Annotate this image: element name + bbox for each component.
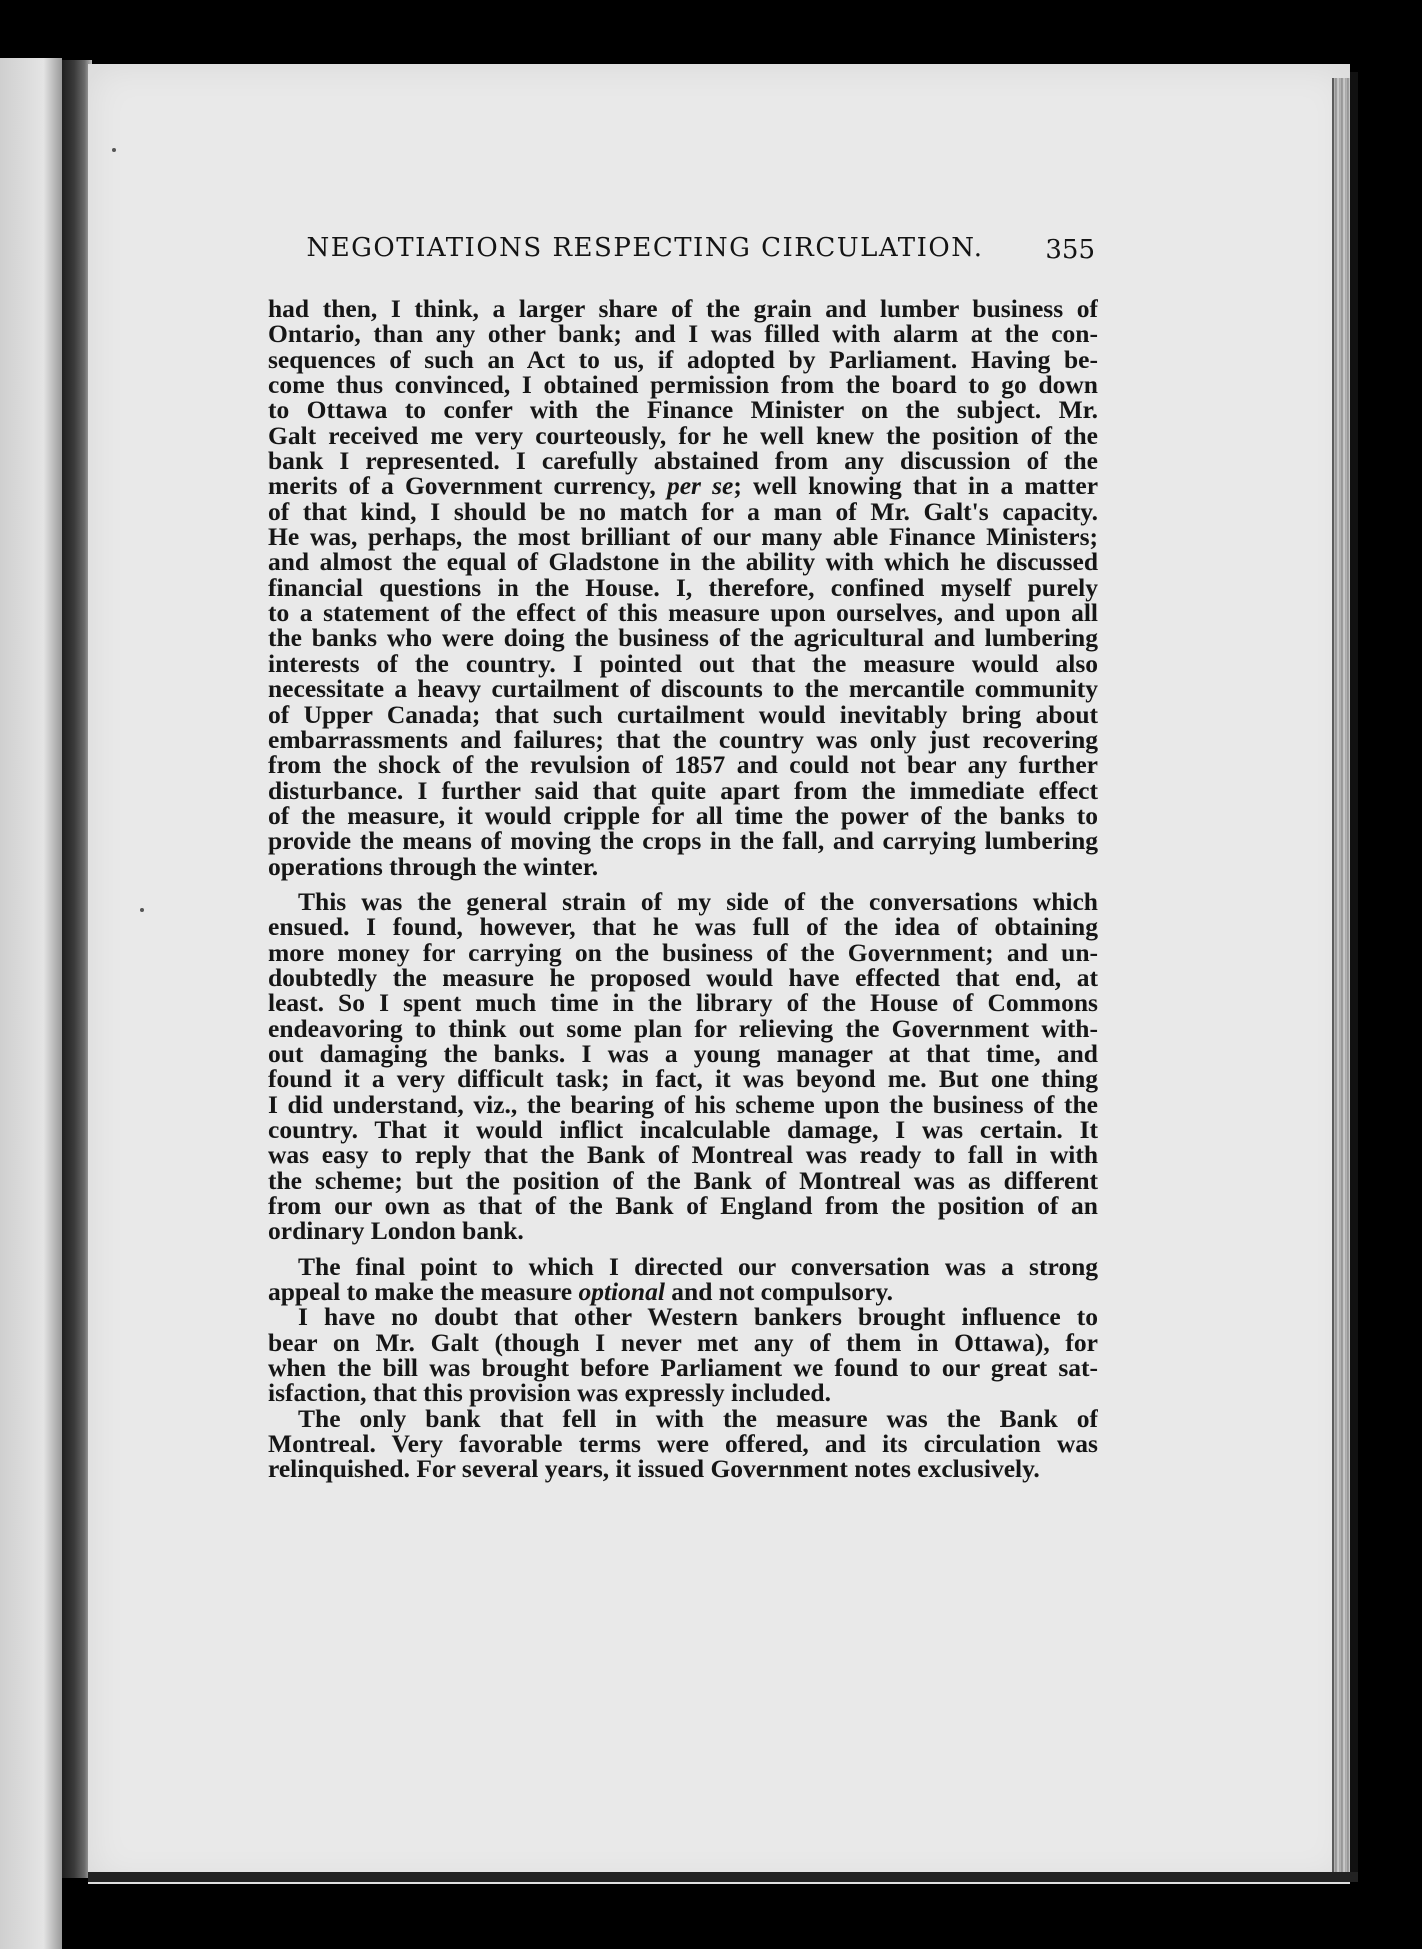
- text-line: I have no doubt that other Western bankers brought influence to: [298, 1302, 1098, 1332]
- text-line: come thus convinced, I obtained permission from the board to go down: [268, 370, 1098, 400]
- text-line: bank I represented. I carefully abstained from any discussion of the: [268, 446, 1098, 476]
- text-line: out damaging the banks. I was a young manager at that time, and: [268, 1038, 1098, 1068]
- text-line: relinquished. For several years, it issued Government notes exclusively.: [268, 1454, 1040, 1484]
- running-head: NEGOTIATIONS RESPECTING CIRCULATION.: [306, 233, 984, 263]
- right-scan-border: [1350, 72, 1358, 1882]
- text-line: Montreal. Very favorable terms were offered, and its circulation was: [268, 1429, 1098, 1459]
- text-line: Galt received me very courteously, for he well knew the position of the: [268, 420, 1098, 450]
- text-line: from our own as that of the Bank of England from the position of an: [268, 1191, 1098, 1221]
- paragraph-2: [268, 886, 1098, 1246]
- text-line: doubtedly the measure he proposed would have effected that end, at: [268, 962, 1098, 992]
- text-line: ordinary London bank.: [268, 1216, 524, 1246]
- text-line: disturbance. I further said that quite apart from the immediate effect: [268, 775, 1098, 805]
- text-line: I did understand, viz., the bearing of his scheme upon the business of the: [268, 1089, 1098, 1119]
- text-line: to a statement of the effect of this measure upon ourselves, and upon all: [268, 598, 1098, 628]
- body-text: [268, 296, 1098, 1696]
- paragraph-3: [268, 1251, 1098, 1307]
- text-line: had then, I think, a larger share of the grain and lumber business of: [268, 296, 1098, 323]
- text-line: endeavoring to think out some plan for relieving the Government with-: [268, 1013, 1098, 1043]
- text-line: least. So I spent much time in the library of the House of Commons: [268, 988, 1098, 1018]
- text-line: This was the general strain of my side of the conversations which: [298, 886, 1098, 916]
- text-line: He was, perhaps, the most brilliant of our many able Finance Ministers;: [268, 522, 1098, 552]
- text-line: of the measure, it would cripple for all time the power of the banks to: [268, 800, 1098, 830]
- text-line: sequences of such an Act to us, if adopted by Parliament. Having be-: [268, 344, 1098, 374]
- text-line: appeal to make the measure optional and not compulsory.: [268, 1277, 894, 1307]
- text-line: isfaction, that this provision was expressly included.: [268, 1378, 831, 1408]
- text-line: embarrassments and failures; that the country was only just recovering: [268, 724, 1098, 754]
- previous-page-edge: [0, 58, 62, 1949]
- text-line: financial questions in the House. I, therefore, confined myself purely: [268, 572, 1098, 602]
- text-line: of Upper Canada; that such curtailment would inevitably bring about: [268, 699, 1098, 729]
- paragraph-5: [268, 1403, 1098, 1484]
- text-line: merits of a Government currency, per se; well knowing that in a matter: [268, 471, 1098, 501]
- text-line: when the bill was brought before Parliament we found to our great sat-: [268, 1353, 1098, 1383]
- page-number: 355: [1045, 235, 1095, 265]
- text-line: more money for carrying on the business of the Government; and un-: [268, 937, 1098, 967]
- text-line: the banks who were doing the business of the agricultural and lumbering: [268, 623, 1098, 653]
- text-line: of that kind, I should be no match for a man of Mr. Galt's capacity.: [268, 496, 1098, 526]
- bottom-scan-border: [88, 1872, 1358, 1882]
- text-line: The final point to which I directed our conversation was a strong: [298, 1251, 1098, 1281]
- text-line: operations through the winter.: [268, 851, 599, 881]
- text-line: bear on Mr. Galt (though I never met any of them in Ottawa), for: [268, 1327, 1098, 1357]
- text-line: ensued. I found, however, that he was full of the idea of obtaining: [268, 912, 1098, 942]
- text-line: was easy to reply that the Bank of Montreal was ready to fall in with: [268, 1140, 1098, 1170]
- paragraph-1: [268, 296, 1098, 879]
- text-line: provide the means of moving the crops in the fall, and carrying lumbering: [268, 826, 1098, 856]
- text-line: to Ottawa to confer with the Finance Minister on the subject. Mr.: [268, 395, 1098, 425]
- text-line: necessitate a heavy curtailment of discounts to the mercantile community: [268, 674, 1098, 704]
- text-line: interests of the country. I pointed out that the measure would also: [268, 648, 1098, 678]
- text-line: Ontario, than any other bank; and I was filled with alarm at the con-: [268, 319, 1098, 349]
- text-line: and almost the equal of Gladstone in the ability with which he discussed: [268, 547, 1098, 577]
- italic-text: optional: [578, 1277, 665, 1307]
- text-line: found it a very difficult task; in fact, it was beyond me. But one thing: [268, 1064, 1098, 1094]
- italic-text: per se: [666, 471, 734, 501]
- text-line: the scheme; but the position of the Bank of Montreal was as different: [268, 1165, 1098, 1195]
- text-line: country. That it would inflict incalculable damage, I was certain. It: [268, 1115, 1098, 1144]
- scan-speck: [140, 908, 144, 912]
- paragraph-4: [268, 1302, 1098, 1408]
- text-line: from the shock of the revulsion of 1857 and could not bear any further: [268, 750, 1098, 780]
- text-line: The only bank that fell in with the measure was the Bank of: [298, 1403, 1098, 1433]
- scan-speck: [112, 148, 116, 152]
